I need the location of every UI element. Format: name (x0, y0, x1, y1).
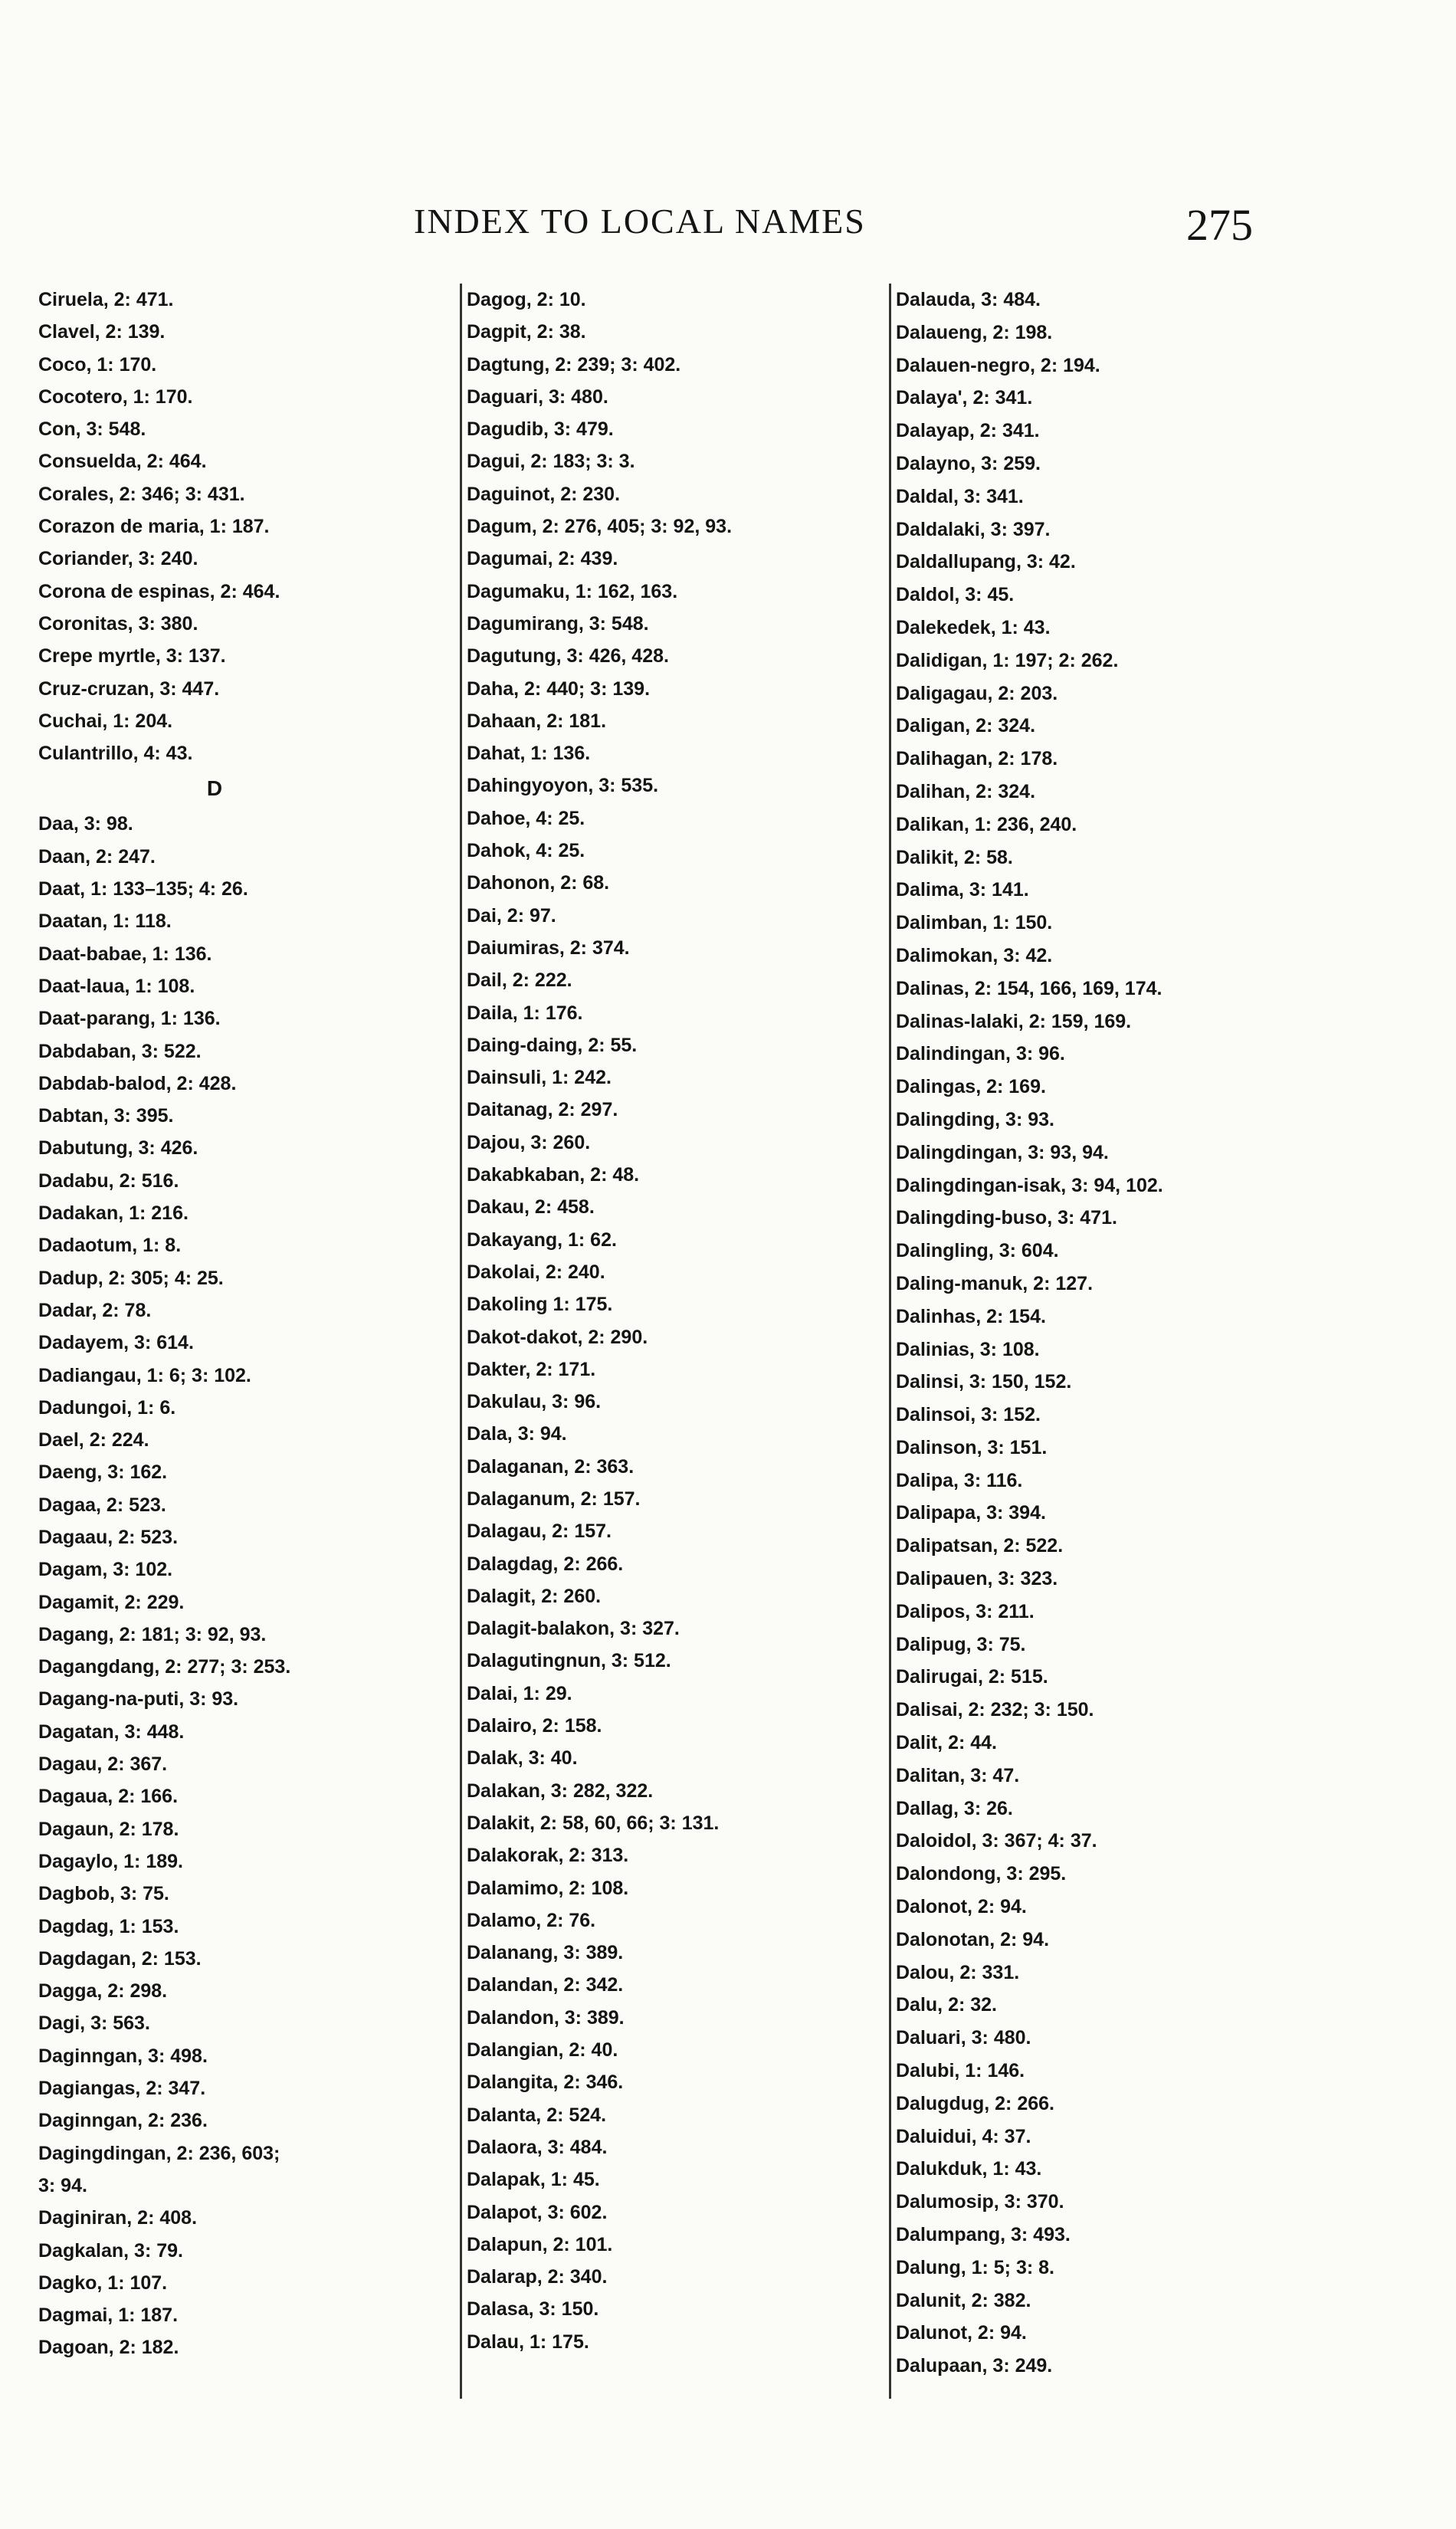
index-entry: Daginiran, 2: 408. (38, 2207, 198, 2229)
index-entry: Dagko, 1: 107. (38, 2272, 168, 2294)
index-entry: Dahat, 1: 136. (467, 743, 591, 765)
index-entry: Dagbob, 3: 75. (38, 1883, 169, 1905)
index-entry: Daligan, 2: 324. (896, 715, 1036, 737)
index-entry: Dalangian, 2: 40. (467, 2039, 618, 2062)
index-entry: Daeng, 3: 162. (38, 1461, 168, 1484)
index-entry: Daat-laua, 1: 108. (38, 975, 195, 997)
index-entry: Dakulau, 3: 96. (467, 1391, 602, 1413)
index-entry: Dagga, 2: 298. (38, 1980, 168, 2003)
index-entry: Dagaua, 2: 166. (38, 1786, 179, 1808)
index-entry: Dagam, 3: 102. (38, 1559, 173, 1581)
index-entry: Dakayang, 1: 62. (467, 1228, 617, 1251)
index-entry: Daginngan, 2: 236. (38, 2110, 208, 2132)
index-entry: Dalunot, 2: 94. (896, 2322, 1027, 2344)
index-entry: Dalauda, 3: 484. (896, 289, 1041, 310)
index-entry: Dalamimo, 2: 108. (467, 1877, 629, 1899)
index-entry: Daan, 2: 247. (38, 845, 156, 868)
index-entry: Dadayem, 3: 614. (38, 1332, 194, 1354)
section-letter-heading: D (206, 776, 223, 801)
index-entry: Daldallupang, 3: 42. (896, 551, 1076, 573)
index-entry: Dadungoi, 1: 6. (38, 1396, 176, 1419)
index-entry: Dalinson, 3: 151. (896, 1436, 1048, 1458)
index-entry: Dagiangas, 2: 347. (38, 2078, 206, 2100)
index-entry: Dadakan, 1: 216. (38, 1202, 189, 1225)
index-entry: Dalandan, 2: 342. (467, 1974, 624, 1996)
index-entry: Cocotero, 1: 170. (38, 385, 193, 408)
index-entry: Dahingyoyon, 3: 535. (467, 775, 659, 797)
index-entry: Dagdag, 1: 153. (38, 1915, 179, 1937)
index-entry: Consuelda, 2: 464. (38, 451, 207, 473)
index-entry: Dahaan, 2: 181. (467, 710, 607, 732)
index-entry: Dalitan, 3: 47. (896, 1764, 1020, 1786)
index-entry: Dalayap, 2: 341. (896, 420, 1040, 442)
index-entry: Dagumirang, 3: 548. (467, 612, 649, 635)
index-entry: Dakau, 2: 458. (467, 1196, 595, 1219)
index-entry: Dabdab-balod, 2: 428. (38, 1072, 237, 1094)
index-entry: Dagpit, 2: 38. (467, 321, 586, 343)
index-entry: Dael, 2: 224. (38, 1429, 149, 1451)
index-entry: Dallag, 3: 26. (896, 1797, 1013, 1819)
index-entry: Coco, 1: 170. (38, 353, 157, 376)
index-entry: Dalingding-buso, 3: 471. (896, 1207, 1117, 1229)
index-entry: Daing-daing, 2: 55. (467, 1034, 638, 1056)
index-entry: Dalipauen, 3: 323. (896, 1568, 1058, 1590)
index-entry: Dalekedek, 1: 43. (896, 616, 1051, 638)
index-entry: Dagamit, 2: 229. (38, 1591, 185, 1613)
index-entry: Dagaa, 2: 523. (38, 1494, 166, 1516)
index-entry: Dalingling, 3: 604. (896, 1240, 1059, 1262)
index-entry: Dalu, 2: 32. (896, 1994, 997, 2016)
index-entry: Dagumai, 2: 439. (467, 548, 618, 570)
index-entry: Dagmai, 1: 187. (38, 2304, 179, 2327)
index-entry: Dahok, 4: 25. (467, 840, 585, 862)
index-entry: Daling-manuk, 2: 127. (896, 1272, 1094, 1294)
index-column-2 (460, 284, 896, 2399)
index-entry: Dalirugai, 2: 515. (896, 1666, 1048, 1688)
index-entry: Dagaun, 2: 178. (38, 1818, 179, 1840)
index-entry: Dahonon, 2: 68. (467, 872, 610, 894)
index-entry: 3: 94. (38, 2174, 87, 2196)
index-entry: Dalipos, 3: 211. (896, 1600, 1035, 1622)
index-entry: Dalondong, 3: 295. (896, 1863, 1067, 1885)
page-number: 275 (1186, 200, 1253, 250)
index-entry: Dalung, 1: 5; 3: 8. (896, 2256, 1054, 2278)
index-entry: Dagdagan, 2: 153. (38, 1947, 202, 1970)
index-entry: Dabtan, 3: 395. (38, 1105, 174, 1127)
index-entry: Dalipa, 3: 116. (896, 1469, 1023, 1491)
index-entry: Dalit, 2: 44. (896, 1732, 997, 1754)
index-entry: Dalaya', 2: 341. (896, 387, 1033, 409)
index-entry: Corona de espinas, 2: 464. (38, 580, 280, 602)
index-entry: Dalau, 1: 175. (467, 2331, 589, 2353)
running-title: INDEX TO LOCAL NAMES (414, 202, 866, 241)
index-entry: Clavel, 2: 139. (38, 321, 166, 343)
index-entry: Dadar, 2: 78. (38, 1299, 152, 1321)
index-entry: Dalingdingan-isak, 3: 94, 102. (896, 1174, 1163, 1196)
index-entry: Dalingas, 2: 169. (896, 1076, 1046, 1098)
index-entry: Daldalaki, 3: 397. (896, 518, 1051, 540)
index-entry: Daldal, 3: 341. (896, 485, 1024, 507)
index-entry: Dalinias, 3: 108. (896, 1338, 1040, 1360)
index-entry: Dalaganan, 2: 363. (467, 1455, 635, 1478)
index-entry: Dakabkaban, 2: 48. (467, 1164, 640, 1186)
index-entry: Dalonot, 2: 94. (896, 1896, 1027, 1918)
index-entry: Dalipapa, 3: 394. (896, 1502, 1046, 1524)
index-entry: Dagangdang, 2: 277; 3: 253. (38, 1656, 291, 1678)
index-entry: Dalumpang, 3: 493. (896, 2224, 1071, 2246)
index-entry: Dagang, 2: 181; 3: 92, 93. (38, 1623, 267, 1645)
index-entry: Dalagutingnun, 3: 512. (467, 1650, 671, 1672)
index-entry: Daligagau, 2: 203. (896, 682, 1058, 704)
index-entry: Dalimban, 1: 150. (896, 912, 1053, 934)
index-entry: Dalinsi, 3: 150, 152. (896, 1371, 1072, 1393)
index-entry: Daila, 1: 176. (467, 1002, 583, 1024)
index-entry: Dalauen-negro, 2: 194. (896, 354, 1100, 376)
index-entry: Dagutung, 3: 426, 428. (467, 645, 669, 668)
index-entry: Dalandon, 3: 389. (467, 2006, 625, 2029)
index-entry: Dalanang, 3: 389. (467, 1942, 624, 1964)
index-entry: Dalakan, 3: 282, 322. (467, 1779, 654, 1802)
index-entry: Dadiangau, 1: 6; 3: 102. (38, 1364, 251, 1386)
index-column-1 (38, 284, 467, 2364)
index-entry: Dalihagan, 2: 178. (896, 748, 1058, 770)
index-entry: Dalima, 3: 141. (896, 879, 1029, 901)
index-entry: Daat-parang, 1: 136. (38, 1008, 221, 1030)
index-entry: Dalimokan, 3: 42. (896, 944, 1053, 966)
index-entry: Corales, 2: 346; 3: 431. (38, 483, 245, 505)
index-entry: Daitanag, 2: 297. (467, 1099, 618, 1121)
index-entry: Dalarap, 2: 340. (467, 2266, 608, 2288)
index-entry: Dajou, 3: 260. (467, 1131, 591, 1153)
index-entry: Dalonotan, 2: 94. (896, 1928, 1050, 1950)
index-entry: Dalagit, 2: 260. (467, 1585, 602, 1607)
index-entry: Dagang-na-puti, 3: 93. (38, 1688, 239, 1711)
index-entry: Dalikan, 1: 236, 240. (896, 813, 1077, 835)
index-entry: Daat, 1: 133–135; 4: 26. (38, 878, 248, 900)
index-entry: Dalaueng, 2: 198. (896, 321, 1053, 343)
index-entry: Dalugdug, 2: 266. (896, 2092, 1054, 2114)
index-entry: Dabdaban, 3: 522. (38, 1040, 202, 1062)
index-entry: Dalikit, 2: 58. (896, 846, 1013, 868)
index-entry: Dalinas, 2: 154, 166, 169, 174. (896, 977, 1163, 999)
index-entry: Daluidui, 4: 37. (896, 2125, 1031, 2147)
index-entry: Ciruela, 2: 471. (38, 289, 174, 310)
index-entry: Dail, 2: 222. (467, 969, 572, 992)
index-entry: Dalubi, 1: 146. (896, 2060, 1025, 2082)
index-entry: Daluari, 3: 480. (896, 2027, 1031, 2049)
index-column-3 (889, 284, 1325, 2399)
index-entry: Dalupaan, 3: 249. (896, 2355, 1053, 2377)
index-entry: Dalindingan, 3: 96. (896, 1043, 1065, 1065)
index-entry: Dalihan, 2: 324. (896, 780, 1036, 802)
index-entry: Coronitas, 3: 380. (38, 612, 198, 635)
index-entry: Dagaylo, 1: 189. (38, 1850, 183, 1872)
index-entry: Dagoan, 2: 182. (38, 2337, 179, 2359)
index-entry: Dalingding, 3: 93. (896, 1108, 1054, 1130)
index-entry: Dagui, 2: 183; 3: 3. (467, 451, 635, 473)
index-entry: Dagingdingan, 2: 236, 603; (38, 2142, 280, 2164)
index-entry: Dalapun, 2: 101. (467, 2233, 613, 2255)
index-entry: Dagum, 2: 276, 405; 3: 92, 93. (467, 516, 733, 538)
index-entry: Dala, 3: 94. (467, 1423, 567, 1445)
index-entry: Daa, 3: 98. (38, 813, 133, 835)
index-entry: Dalayno, 3: 259. (896, 452, 1041, 474)
index-entry: Culantrillo, 4: 43. (38, 743, 193, 765)
index-entry: Dalipatsan, 2: 522. (896, 1535, 1064, 1557)
index-entry: Dalanta, 2: 524. (467, 2104, 607, 2126)
index-entry: Dalapot, 3: 602. (467, 2201, 608, 2223)
index-entry: Dalangita, 2: 346. (467, 2071, 624, 2094)
index-entry: Dakolai, 2: 240. (467, 1261, 605, 1283)
index-entry: Dalagdag, 2: 266. (467, 1553, 624, 1575)
index-entry: Dalinas-lalaki, 2: 159, 169. (896, 1010, 1132, 1032)
index-entry: Dalingdingan, 3: 93, 94. (896, 1141, 1109, 1163)
index-entry: Dalipug, 3: 75. (896, 1633, 1026, 1655)
index-entry: Dalou, 2: 331. (896, 1961, 1020, 1983)
index-entry: Daatan, 1: 118. (38, 910, 172, 933)
index-entry: Dakot-dakot, 2: 290. (467, 1326, 648, 1348)
index-entry: Dalakit, 2: 58, 60, 66; 3: 131. (467, 1812, 720, 1834)
index-entry: Dabutung, 3: 426. (38, 1137, 198, 1160)
index-entry: Daldol, 3: 45. (896, 584, 1015, 606)
index-entry: Dalidigan, 1: 197; 2: 262. (896, 649, 1119, 671)
index-entry: Daiumiras, 2: 374. (467, 936, 630, 959)
index-entry: Dagudib, 3: 479. (467, 418, 614, 441)
page-header (0, 199, 1456, 261)
index-entry: Corazon de maria, 1: 187. (38, 516, 270, 538)
index-entry: Dalunit, 2: 382. (896, 2289, 1031, 2311)
index-entry: Coriander, 3: 240. (38, 548, 198, 570)
index-entry: Dalaora, 3: 484. (467, 2136, 608, 2158)
index-entry: Dalakorak, 2: 313. (467, 1845, 629, 1867)
index-entry: Dainsuli, 1: 242. (467, 1067, 612, 1089)
index-entry: Dadup, 2: 305; 4: 25. (38, 1267, 224, 1289)
index-entry: Dalamo, 2: 76. (467, 1909, 596, 1931)
index-entry: Daguinot, 2: 230. (467, 483, 621, 505)
index-entry: Dalaganum, 2: 157. (467, 1488, 641, 1510)
index-entry: Dalagit-balakon, 3: 327. (467, 1618, 680, 1640)
index-entry: Dagaau, 2: 523. (38, 1526, 179, 1548)
index-entry: Dagkalan, 3: 79. (38, 2239, 183, 2262)
index-entry: Dakoling 1: 175. (467, 1294, 613, 1316)
index-entry: Dadaotum, 1: 8. (38, 1235, 182, 1257)
index-entry: Dahoe, 4: 25. (467, 807, 585, 829)
index-entry: Crepe myrtle, 3: 137. (38, 645, 226, 668)
index-entry: Dalukduk, 1: 43. (896, 2158, 1042, 2180)
index-entry: Dalisai, 2: 232; 3: 150. (896, 1699, 1094, 1721)
index-entry: Dalairo, 2: 158. (467, 1715, 602, 1737)
index-entry: Daloidol, 3: 367; 4: 37. (896, 1830, 1097, 1852)
index-entry: Con, 3: 548. (38, 418, 146, 441)
index-entry: Dakter, 2: 171. (467, 1358, 596, 1380)
index-entry: Dalak, 3: 40. (467, 1747, 578, 1770)
index-entry: Dagi, 3: 563. (38, 2012, 150, 2035)
index-entry: Daat-babae, 1: 136. (38, 943, 212, 965)
index-entry: Dagatan, 3: 448. (38, 1720, 185, 1743)
index-entry: Dalumosip, 3: 370. (896, 2191, 1064, 2213)
index-entry: Daguari, 3: 480. (467, 385, 608, 408)
index-entry: Dalasa, 3: 150. (467, 2298, 599, 2321)
index-entry: Dagtung, 2: 239; 3: 402. (467, 353, 681, 376)
index-entry: Dadabu, 2: 516. (38, 1169, 179, 1192)
index-entry: Dalinhas, 2: 154. (896, 1305, 1046, 1327)
index-entry: Cuchai, 1: 204. (38, 710, 173, 732)
index-entry: Dalinsoi, 3: 152. (896, 1404, 1041, 1426)
index-entry: Dagau, 2: 367. (38, 1753, 168, 1776)
index-entry: Daginngan, 3: 498. (38, 2045, 208, 2067)
index-entry: Dai, 2: 97. (467, 904, 556, 927)
index-entry: Dagumaku, 1: 162, 163. (467, 580, 678, 602)
index-entry: Dagog, 2: 10. (467, 289, 586, 310)
index-entry: Cruz-cruzan, 3: 447. (38, 677, 220, 700)
index-entry: Dalai, 1: 29. (467, 1682, 572, 1704)
index-entry: Dalapak, 1: 45. (467, 2169, 600, 2191)
index-entry: Dalagau, 2: 157. (467, 1520, 612, 1543)
index-entry: Daha, 2: 440; 3: 139. (467, 677, 651, 700)
